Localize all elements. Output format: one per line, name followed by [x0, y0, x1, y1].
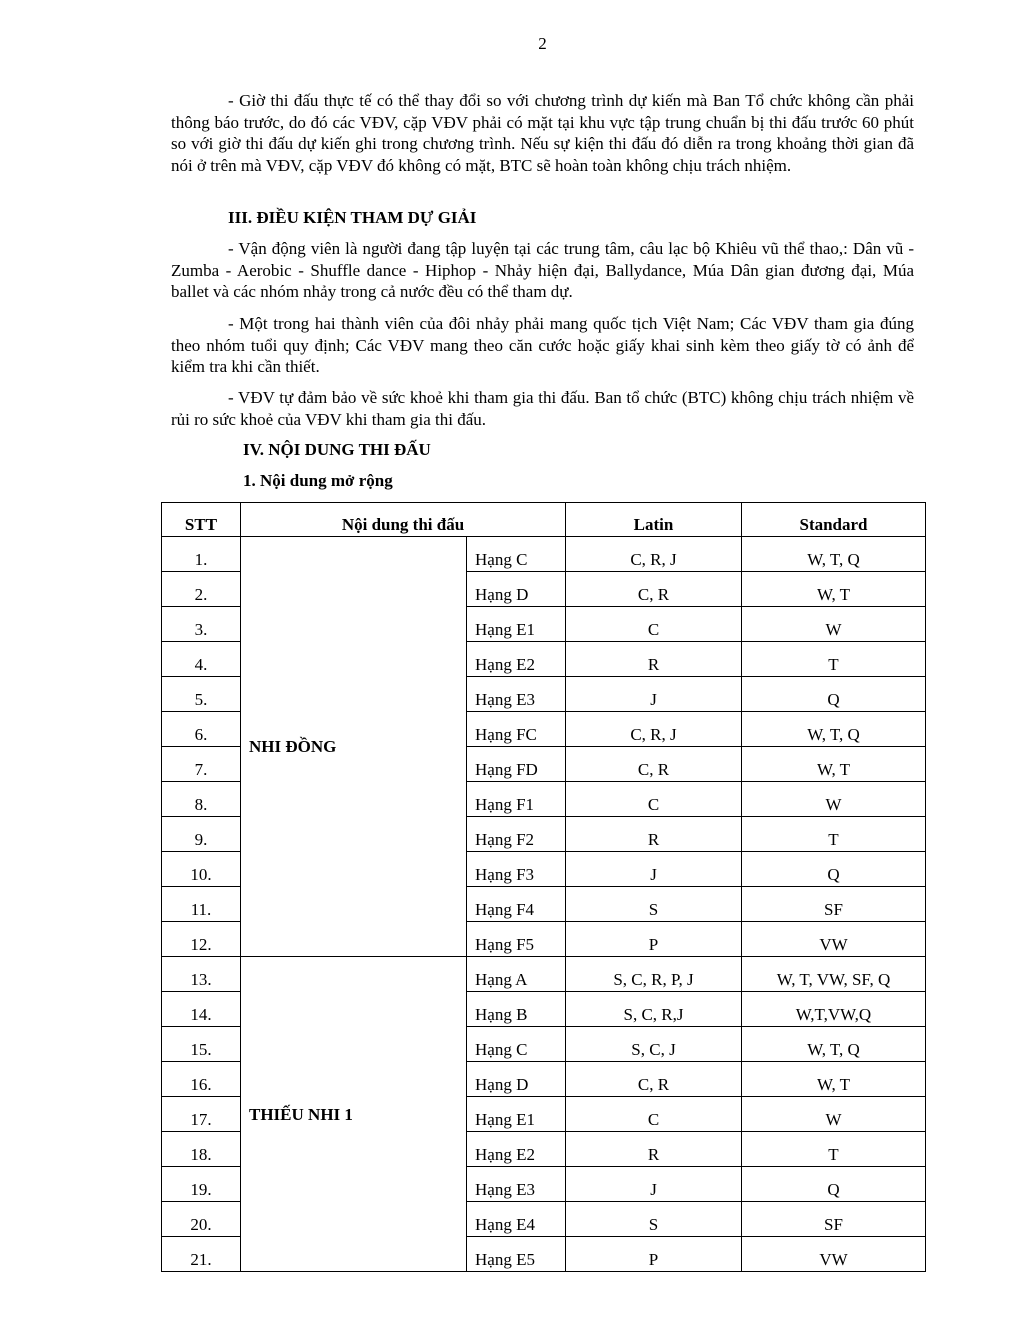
row-grade: Hạng E4 — [467, 1202, 566, 1237]
row-grade: Hạng F3 — [467, 852, 566, 887]
table-body — [162, 537, 926, 1272]
row-standard: T — [742, 1132, 926, 1167]
row-grade: Hạng E3 — [467, 1167, 566, 1202]
row-stt: 21. — [162, 1237, 241, 1272]
row-grade: Hạng F2 — [467, 817, 566, 852]
row-standard: W — [742, 1097, 926, 1132]
row-stt: 14. — [162, 992, 241, 1027]
row-stt: 7. — [162, 747, 241, 782]
row-standard: W, T, Q — [742, 712, 926, 747]
row-stt: 4. — [162, 642, 241, 677]
paragraph-match-time — [171, 90, 914, 176]
row-category: NHI ĐỒNG — [241, 537, 467, 957]
row-stt: 18. — [162, 1132, 241, 1167]
row-category: THIẾU NHI 1 — [241, 957, 467, 1272]
row-stt: 11. — [162, 887, 241, 922]
row-standard: Q — [742, 852, 926, 887]
paragraph-nationality — [171, 313, 914, 378]
row-grade: Hạng E3 — [467, 677, 566, 712]
row-grade: Hạng FC — [467, 712, 566, 747]
row-stt: 9. — [162, 817, 241, 852]
row-stt: 12. — [162, 922, 241, 957]
table-header-row — [162, 503, 926, 537]
row-latin: S — [566, 1202, 742, 1237]
paragraph-health — [171, 387, 914, 430]
row-grade: Hạng A — [467, 957, 566, 992]
row-stt: 8. — [162, 782, 241, 817]
row-latin: C, R — [566, 1062, 742, 1097]
row-standard: Q — [742, 677, 926, 712]
row-stt: 5. — [162, 677, 241, 712]
row-latin: R — [566, 817, 742, 852]
row-standard: W, T, Q — [742, 1027, 926, 1062]
row-grade: Hạng C — [467, 537, 566, 572]
row-latin: S, C, J — [566, 1027, 742, 1062]
row-latin: J — [566, 1167, 742, 1202]
row-stt: 19. — [162, 1167, 241, 1202]
row-latin: S, C, R,J — [566, 992, 742, 1027]
table-row — [162, 957, 926, 992]
row-standard: W, T, VW, SF, Q — [742, 957, 926, 992]
row-latin: S — [566, 887, 742, 922]
page-number: 2 — [538, 34, 547, 53]
row-stt: 10. — [162, 852, 241, 887]
row-grade: Hạng C — [467, 1027, 566, 1062]
row-latin: R — [566, 642, 742, 677]
row-standard: T — [742, 642, 926, 677]
row-grade: Hạng FD — [467, 747, 566, 782]
row-stt: 3. — [162, 607, 241, 642]
row-standard: W — [742, 607, 926, 642]
row-standard: W, T — [742, 1062, 926, 1097]
paragraph-text: - Vận động viên là người đang tập luyện tại các trung tâm, câu lạc bộ Khiêu vũ thể thao,: Dân vũ - Zumba - Aerobic - Shuffle dance - Hiphop - Nhảy hiện đại, Ballydance, Múa Dân gian đương đại, Múa ballet và các nhóm nhảy trong cả nước đều có thể tham dự. — [171, 239, 914, 301]
header-content: Nội dung thi đấu — [241, 503, 566, 537]
row-standard: VW — [742, 1237, 926, 1272]
row-grade: Hạng B — [467, 992, 566, 1027]
row-stt: 13. — [162, 957, 241, 992]
row-stt: 2. — [162, 572, 241, 607]
header-standard: Standard — [742, 503, 926, 537]
row-grade: Hạng F5 — [467, 922, 566, 957]
row-standard: VW — [742, 922, 926, 957]
row-standard: T — [742, 817, 926, 852]
section-heading-conditions: III. ĐIỀU KIỆN THAM DỰ GIẢI — [228, 208, 477, 227]
row-standard: SF — [742, 1202, 926, 1237]
row-latin: P — [566, 922, 742, 957]
row-stt: 6. — [162, 712, 241, 747]
paragraph-athletes — [171, 238, 914, 303]
row-latin: C, R — [566, 572, 742, 607]
row-grade: Hạng F1 — [467, 782, 566, 817]
paragraph-text: - Giờ thi đấu thực tế có thể thay đổi so với chương trình dự kiến mà Ban Tổ chức không cần phải thông báo trước, do đó các VĐV, cặp VĐV phải có mặt tại khu vực tập trung chuẩn bị thi đấu trước 60 phút so với giờ thi đấu dự kiến ghi trong chương trình. Nếu sự kiện thi đấu đó diễn ra trong khoảng thời gian đã nói ở trên mà VĐV, cặp VĐV đó không có mặt, BTC sẽ hoàn toàn không chịu trách nhiệm. — [171, 91, 914, 175]
row-standard: W — [742, 782, 926, 817]
header-stt: STT — [162, 503, 241, 537]
row-stt: 17. — [162, 1097, 241, 1132]
subsection-heading-extended: 1. Nội dung mở rộng — [243, 471, 393, 490]
row-grade: Hạng E1 — [467, 607, 566, 642]
row-grade: Hạng F4 — [467, 887, 566, 922]
row-standard: Q — [742, 1167, 926, 1202]
paragraph-text: - Một trong hai thành viên của đôi nhảy phải mang quốc tịch Việt Nam; Các VĐV tham gia đúng theo nhóm tuổi quy định; Các VĐV mang theo căn cước hoặc giấy khai sinh kèm theo giấy tờ có ảnh để kiểm tra khi cần thiết. — [171, 314, 914, 376]
row-standard: SF — [742, 887, 926, 922]
row-latin: J — [566, 852, 742, 887]
row-grade: Hạng E2 — [467, 642, 566, 677]
row-latin: C, R, J — [566, 712, 742, 747]
row-latin: C — [566, 1097, 742, 1132]
row-latin: C — [566, 607, 742, 642]
row-latin: P — [566, 1237, 742, 1272]
row-latin: C — [566, 782, 742, 817]
row-grade: Hạng D — [467, 572, 566, 607]
row-standard: W, T, Q — [742, 537, 926, 572]
row-latin: S, C, R, P, J — [566, 957, 742, 992]
paragraph-text: - VĐV tự đảm bảo về sức khoẻ khi tham gia thi đấu. Ban tổ chức (BTC) không chịu trách nhiệm về rủi ro sức khoẻ của VĐV khi tham gia thi đấu. — [171, 388, 914, 429]
row-latin: J — [566, 677, 742, 712]
row-standard: W, T — [742, 572, 926, 607]
row-stt: 15. — [162, 1027, 241, 1062]
row-standard: W, T — [742, 747, 926, 782]
row-stt: 16. — [162, 1062, 241, 1097]
row-standard: W,T,VW,Q — [742, 992, 926, 1027]
row-stt: 1. — [162, 537, 241, 572]
row-latin: C, R — [566, 747, 742, 782]
row-latin: R — [566, 1132, 742, 1167]
row-stt: 20. — [162, 1202, 241, 1237]
row-grade: Hạng E2 — [467, 1132, 566, 1167]
row-grade: Hạng E1 — [467, 1097, 566, 1132]
competition-table — [161, 502, 926, 1272]
row-latin: C, R, J — [566, 537, 742, 572]
table-row — [162, 537, 926, 572]
header-latin: Latin — [566, 503, 742, 537]
row-grade: Hạng D — [467, 1062, 566, 1097]
row-grade: Hạng E5 — [467, 1237, 566, 1272]
section-heading-competition: IV. NỘI DUNG THI ĐẤU — [243, 440, 431, 459]
